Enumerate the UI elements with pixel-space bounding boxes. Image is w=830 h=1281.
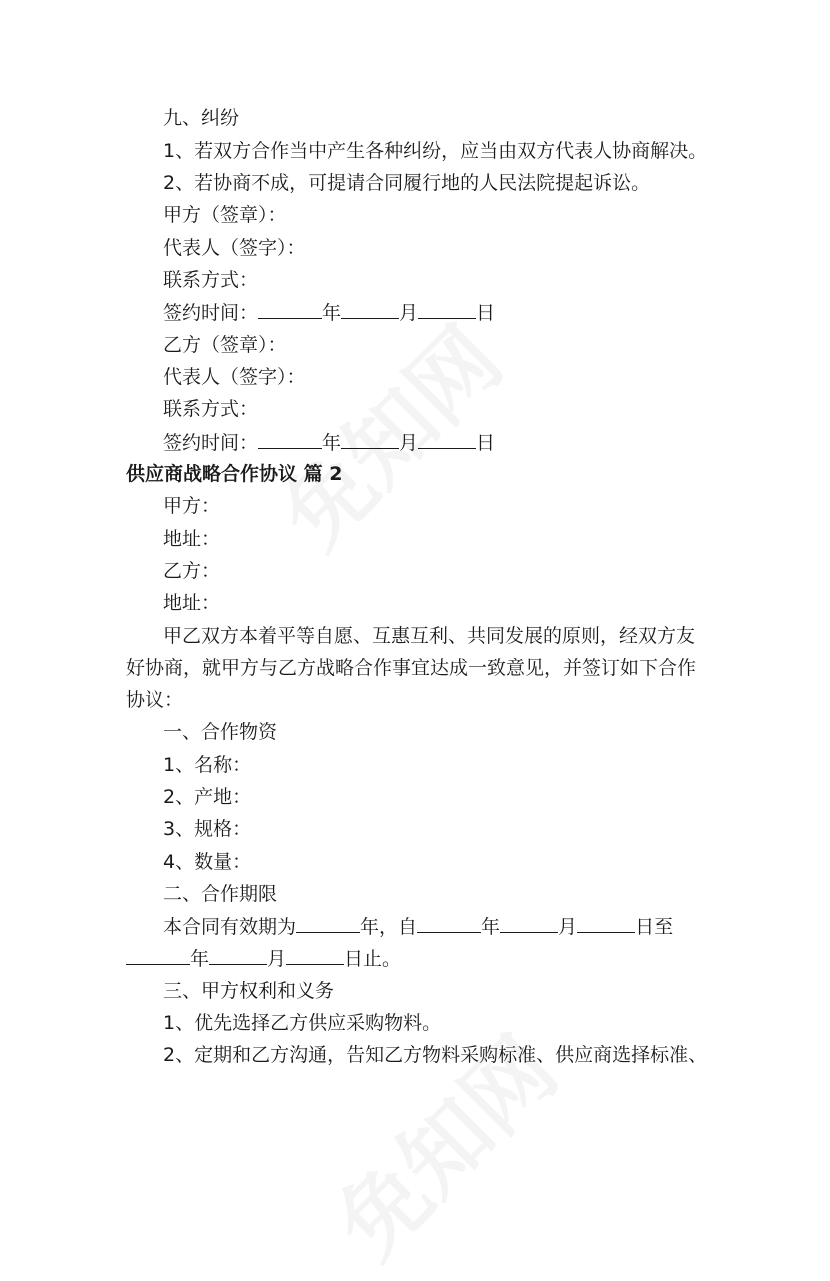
list-item: 4、数量：: [163, 851, 252, 873]
list-item: 3、规格：: [163, 818, 252, 840]
end-day-blank: [286, 946, 344, 965]
date-label: 签约时间：: [163, 432, 259, 454]
years-blank: [296, 914, 360, 933]
term-text: 日至: [635, 916, 674, 938]
party-b-address: 地址：: [163, 592, 221, 614]
start-day-blank: [577, 914, 635, 933]
term-text: 本合同有效期为: [163, 916, 297, 938]
party-a-label: 甲方：: [163, 495, 221, 517]
intro-paragraph: 好协商，就甲方与乙方战略合作事宜达成一致意见，并签订如下合作: [126, 657, 697, 679]
month-blank: [341, 430, 399, 449]
party-b-label: 乙方：: [163, 560, 221, 582]
party-a-sign-date: [163, 300, 495, 325]
year-label: 年: [322, 432, 342, 454]
year-label: 年: [322, 302, 342, 324]
end-month-blank: [209, 946, 267, 965]
start-month-blank: [500, 914, 558, 933]
party-a-contact: 联系方式：: [163, 269, 259, 291]
term-paragraph: [126, 946, 401, 971]
party-b-seal: 乙方（签章）：: [163, 334, 287, 356]
list-item: 2、定期和乙方沟通，告知乙方物料采购标准、供应商选择标准、: [163, 1044, 708, 1066]
term-text: 月: [267, 948, 287, 970]
list-item: 1、优先选择乙方供应采购物料。: [163, 1012, 442, 1034]
intro-paragraph: 甲乙双方本着平等自愿、互惠互利、共同发展的原则，经双方友: [163, 625, 696, 647]
month-label: 月: [399, 432, 419, 454]
list-item: 1、名称：: [163, 754, 252, 776]
term-text: 年: [481, 916, 501, 938]
month-blank: [341, 300, 399, 319]
term-text: 月: [558, 916, 578, 938]
party-b-contact: 联系方式：: [163, 398, 259, 420]
term-text: 年: [190, 948, 210, 970]
term-text: 日止。: [344, 948, 402, 970]
list-item: 2、产地：: [163, 786, 252, 808]
day-label: 日: [476, 432, 496, 454]
year-blank: [258, 300, 322, 319]
section-title: 一、合作物资: [163, 721, 278, 743]
section-title: 三、甲方权利和义务: [163, 980, 335, 1002]
intro-paragraph: 协议：: [126, 689, 184, 711]
section-title: 二、合作期限: [163, 883, 278, 905]
day-blank: [418, 300, 476, 319]
party-a-rep: 代表人（签字）：: [163, 237, 306, 259]
party-a-address: 地址：: [163, 528, 221, 550]
start-year-blank: [417, 914, 481, 933]
month-label: 月: [399, 302, 419, 324]
year-blank: [258, 430, 322, 449]
paragraph: 1、若双方合作当中产生各种纠纷，应当由双方代表人协商解决。: [163, 140, 708, 162]
section-title: 九、纠纷: [163, 107, 240, 129]
term-text: 年，自: [360, 916, 418, 938]
day-label: 日: [476, 302, 496, 324]
term-paragraph: [163, 914, 673, 939]
article-heading: 供应商战略合作协议 篇 2: [126, 463, 343, 485]
date-label: 签约时间：: [163, 302, 259, 324]
paragraph: 2、若协商不成，可提请合同履行地的人民法院提起诉讼。: [163, 172, 651, 194]
party-b-sign-date: [163, 430, 495, 455]
end-year-blank: [126, 946, 190, 965]
day-blank: [418, 430, 476, 449]
party-a-seal: 甲方（签章）：: [163, 204, 287, 226]
party-b-rep: 代表人（签字）：: [163, 366, 306, 388]
